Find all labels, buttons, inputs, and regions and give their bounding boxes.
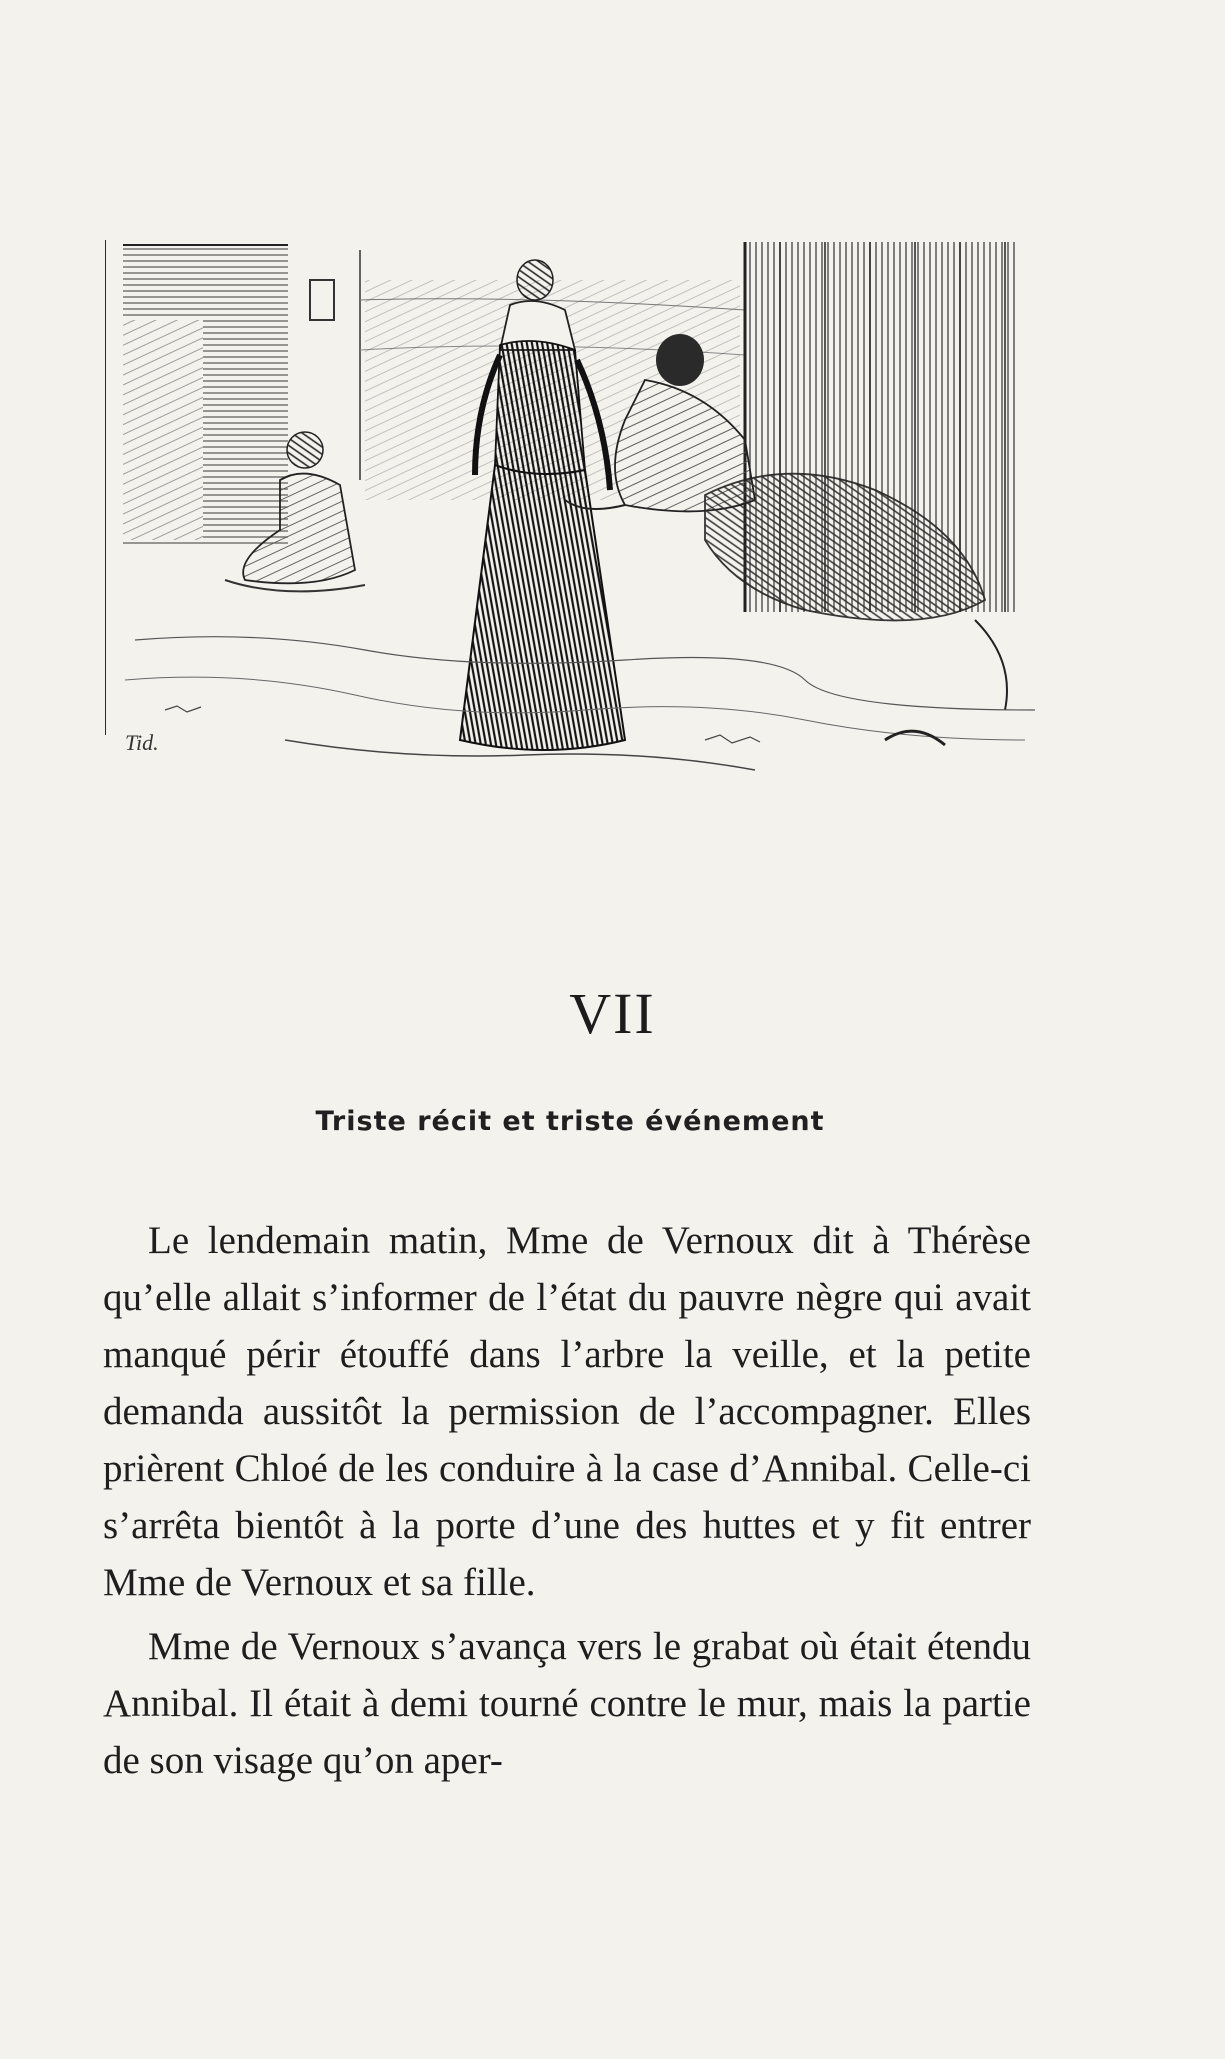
paragraph: Le lendemain matin, Mme de Vernoux dit à Thérèse qu’elle allait s’informer de l’état du pauvre nègre qui avait manqué périr étouffé dans l’arbre la veille, et la petite demanda aussitôt la permission de l’accompagner. Elles prièrent Chloé de les conduire à la case d’Annibal. Celle-ci s’arrêta bientôt à la porte d’une des huttes et y fit entrer Mme de Vernoux et sa fille. xyxy=(103,1219,1031,1604)
paragraph: Mme de Vernoux s’avança vers le grabat où était étendu Annibal. Il était à demi tourné contre le mur, mais la partie de son visage qu’on aper- xyxy=(103,1625,1031,1782)
chapter-title: Triste récit et triste événement xyxy=(315,1106,825,1137)
chapter-illustration xyxy=(105,240,1040,795)
body-text xyxy=(103,1212,1031,1796)
illustration-signature: Tid. xyxy=(125,730,159,755)
chapter-number: VII xyxy=(569,981,656,1046)
